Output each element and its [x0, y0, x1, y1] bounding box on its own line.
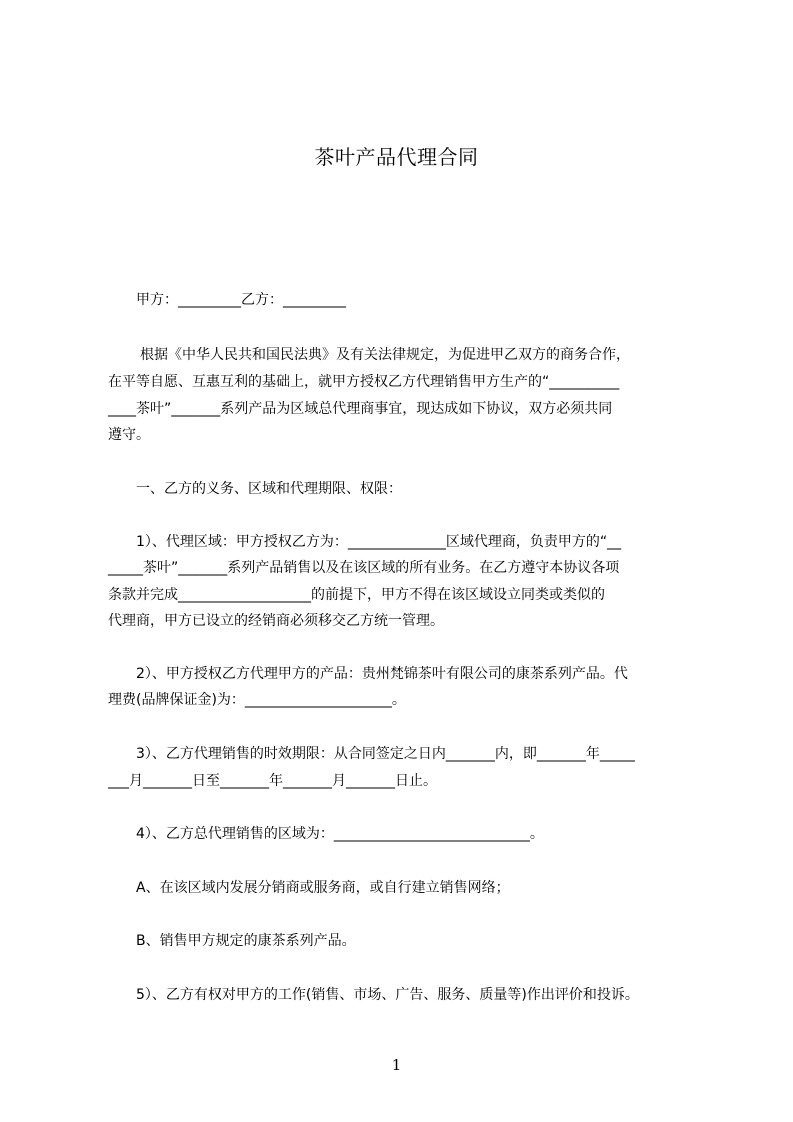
item-b-line: B、销售甲方规定的康茶系列产品。: [136, 933, 356, 949]
clause-1-line: _____茶叶”_______系列产品销售以及在该区域的所有业务。在乙方遵守本协议各项: [108, 560, 620, 576]
clause-4-line: 4）、乙方总代理销售的区域为：____________________________。: [136, 826, 544, 842]
clause-1-line: 代理商，甲方已设立的经销商必须移交乙方统一管理。: [108, 613, 444, 629]
item-a-line: A、在该区域内发展分销商或服务商，或自行建立销售网络；: [136, 880, 510, 896]
clause-5-line: 5）、乙方有权对甲方的工作(销售、市场、广告、服务、质量等)作出评价和投诉。: [136, 987, 639, 1003]
clause-3-line: 3）、乙方代理销售的时效期限：从合同签定之日内_______内，即_______年_____: [136, 746, 635, 762]
page-number: 1: [391, 1056, 402, 1074]
preamble-line: ____茶叶”_______系列产品为区域总代理商事宜，现达成如下协议，双方必须共同: [108, 401, 613, 417]
section-heading: 一、乙方的义务、区域和代理期限、权限：: [136, 481, 402, 497]
parties-line: 甲方：_________乙方：_________: [136, 292, 346, 308]
clause-1-line: 条款并完成___________________的前提下，甲方不得在该区域设立同类或类似的: [108, 587, 605, 603]
contract-title: 茶叶产品代理合同: [314, 145, 479, 169]
clause-1-line: 1）、代理区域：甲方授权乙方为：______________区域代理商，负责甲方的“__: [136, 534, 622, 550]
preamble-line: 遵守。: [108, 427, 150, 443]
preamble-line: 在平等自愿、互惠互利的基础上，就甲方授权乙方代理销售甲方生产的“__________: [108, 374, 620, 390]
preamble-line: 根据《中华人民共和国民法典》及有关法律规定，为促进甲乙双方的商务合作，: [140, 347, 630, 363]
clause-2-line: 理费(品牌保证金)为：_____________________。: [108, 692, 406, 708]
clause-3-line: ___月_______日至_______年_______月_______日止。: [108, 773, 437, 789]
clause-2-line: 2）、甲方授权乙方代理甲方的产品：贵州梵锦茶叶有限公司的康茶系列产品。代: [136, 666, 628, 682]
